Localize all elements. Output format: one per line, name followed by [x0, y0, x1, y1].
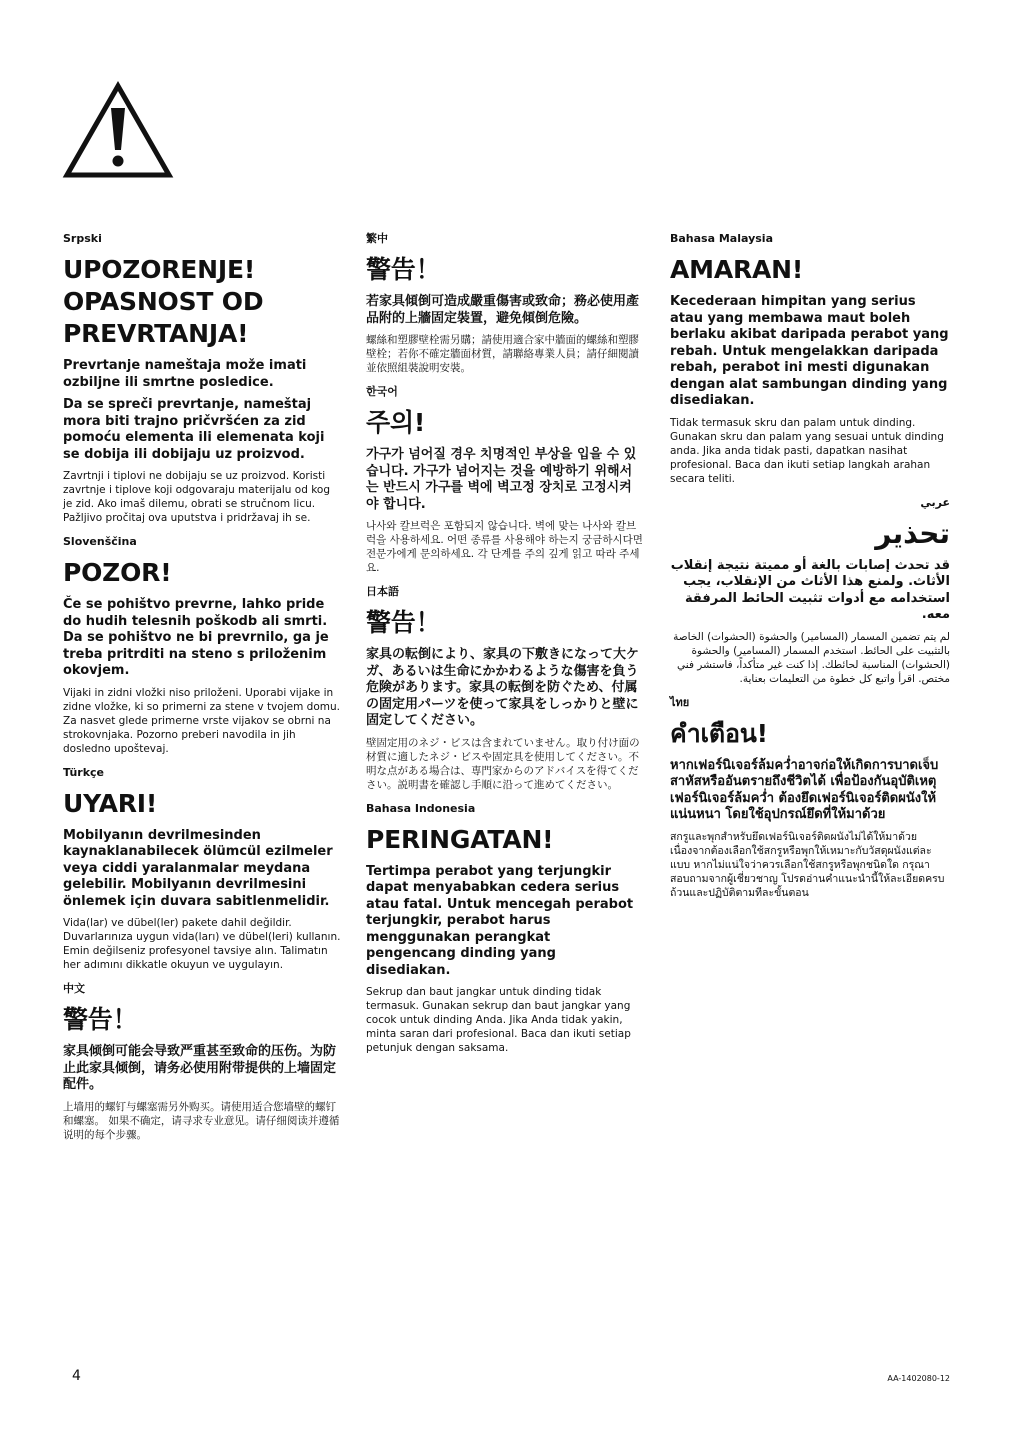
language-label: 日本語 — [366, 585, 399, 598]
language-label: 中文 — [63, 982, 85, 995]
page-number: 4 — [72, 1368, 81, 1384]
warning-triangle-icon — [62, 80, 174, 180]
warning-heading: คำเตือน! — [670, 718, 768, 748]
section-japanese — [366, 585, 644, 792]
warning-heading: تحذير — [875, 516, 950, 550]
column-right — [670, 232, 950, 910]
section-chinese-traditional — [366, 232, 644, 375]
language-label: Türkçe — [63, 765, 105, 779]
language-label: 繁中 — [366, 232, 388, 245]
warning-heading: UYARI! — [63, 788, 158, 818]
warning-bold-text: Prevrtanje nameštaja može imati ozbiljne ili smrtne posledice. — [63, 358, 307, 390]
language-label: Bahasa Indonesia — [366, 801, 476, 815]
warning-bold-text: Če se pohištvo prevrne, lahko pride do hudih telesnih poškodb ali smrti. Da se pohištvo ne bi prevrnilo, ga je treba pritrditi na steno s priloženim okovjem. — [63, 597, 329, 678]
warning-bold-text: Mobilyanın devrilmesinden kaynaklanabilecek ölümcül ezilmeler veya ciddi yaralanmalar meydana gelebilir. Mobilyanın devrilmesini önlemek için duvara sabitlenmelidir. — [63, 827, 333, 909]
warning-heading: 警告！ — [366, 608, 441, 637]
language-label: Slovenščina — [63, 535, 137, 548]
warning-body-text: Vijaki in zidni vložki niso priloženi. Uporabi vijake in zidne vložke, ki so primerni za stene v tvojem domu. Za nasvet glede primerne vrste vijakov se obrni na strokovnjaka. Pozorno preberi navodila in jih dosledno upoštevaj. — [63, 686, 340, 755]
warning-bold-text: 家具倾倒可能会导致严重甚至致命的压伤。为防止此家具倾倒，请务必使用附带提供的上墙固定配件。 — [63, 1044, 337, 1092]
section-korean — [366, 385, 644, 575]
language-label: Bahasa Malaysia — [670, 232, 773, 245]
section-turkish — [63, 766, 341, 973]
language-label: ไทย — [670, 695, 690, 709]
warning-bold-text: قد تحدث إصابات بالغة أو مميتة نتيجة إنقلاب الأثاث. ولمنع هذا الأثاث من الإنقلاب، يجب استخدامه مع أدوات تثبيت الحائط المرفقة معه. — [670, 557, 950, 622]
warning-body-text: สกรูและพุกสำหรับยึดเฟอร์นิเจอร์ติดผนังไม่ได้ให้มาด้วย เนื่องจากต้องเลือกใช้สกรูหรือพุกให้เหมาะกับวัสดุผนังแต่ละแบบ หากไม่แน่ใจว่าควรเลือกใช้สกรูหรือพุกชนิดใด กรุณาสอบถามจากผู้เชี่ยวชาญ โปรดอ่านคำแนะนำนี้ให้ละเอียดครบถ้วนและปฏิบัติตามทีละขั้นตอน — [670, 830, 945, 899]
column-left — [63, 232, 341, 1152]
warning-body-text: 壁固定用のネジ・ビスは含まれていません。取り付け面の材質に適したネジ・ビスや固定具を使用してください。不明な点がある場合は、専門家からのアドバイスを得てください。説明書を確認し手順に沿って進めてください。 — [366, 736, 640, 791]
warning-body-text: Vida(lar) ve dübel(ler) pakete dahil değildir. Duvarlarınıza uygun vida(ları) ve dübel(leri) kullanın. Emin değilseniz profesyonel tavsiye alın. Talimatın her adımını dikkatle okuyun ve uygulayın. — [63, 917, 341, 971]
language-label: Srpski — [63, 232, 102, 245]
section-chinese-simplified — [63, 982, 341, 1142]
warning-bold-text-2: Da se spreči prevrtanje, nameštaj mora biti trajno pričvršćen za zid pomoću elementa ili elemenata koji se dobija ili dobijaju uz proizvod. — [63, 397, 325, 462]
language-label: عربي — [920, 495, 950, 509]
warning-bold-text: 家具の転倒により、家具の下敷きになって大ケガ、あるいは生命にかかわるような傷害を負う危険があります。家具の転倒を防ぐため、付属の固定用パーツを使って家具をしっかりと壁に固定してください。 — [366, 647, 640, 728]
language-label: 한국어 — [366, 385, 398, 398]
warning-bold-text: Tertimpa perabot yang terjungkir dapat menyababkan cedera serius atau fatal. Untuk mencegah perabot terjungkir, perabot harus menggunakan perangkat pengencang dinding yang disediakan. — [366, 863, 634, 978]
warning-heading: PERINGATAN! — [366, 824, 554, 854]
warning-heading: 警告！ — [366, 255, 441, 284]
section-indonesian — [366, 802, 644, 1056]
warning-body-text: 螺絲和塑膠壁栓需另購；請使用適合家中牆面的螺絲和塑膠壁栓；若你不確定牆面材質，請聯絡專業人員；請仔細閱讀並依照組裝說明安裝。 — [366, 334, 639, 374]
warning-heading: POZOR! — [63, 558, 172, 587]
warning-body-text: Sekrup dan baut jangkar untuk dinding tidak termasuk. Gunakan sekrup dan baut jangkar yang cocok untuk dinding Anda. Jika Anda tidak yakin, minta saran dari profesional. Baca dan ikuti setiap petunjuk dengan saksama. — [366, 986, 631, 1054]
section-serbian — [63, 232, 341, 525]
warning-heading: AMARAN! — [670, 255, 804, 284]
section-arabic — [670, 496, 950, 686]
section-malay — [670, 232, 950, 486]
warning-bold-text: หากเฟอร์นิเจอร์ล้มคว่ำอาจก่อให้เกิดการบาดเจ็บสาหัสหรืออันตรายถึงชีวิตได้ เพื่อป้องกันอุบัติเหตุเฟอร์นิเจอร์ล้มคว่ำ ต้องยึดเฟอร์นิเจอร์ติดผนังให้แน่นหนา โดยใช้อุปกรณ์ยึดที่ให้มาด้วย — [670, 757, 939, 822]
warning-bold-text: Kecederaan himpitan yang serius atau yang membawa maut boleh berlaku akibat daripada perabot yang rebah. Untuk mengelakkan daripada rebah, perabot ini mesti digunakan dengan alat sambungan dinding yang disediakan. — [670, 294, 949, 408]
warning-body-text: Tidak termasuk skru dan palam untuk dinding. Gunakan skru dan palam yang sesuai untuk dinding anda. Jika anda tidak pasti, dapatkan nasihat profesional. Baca dan ikuti setiap langkah arahan secara teliti. — [670, 416, 944, 485]
warning-heading: 주의! — [366, 408, 426, 437]
warning-body-text: 上墙用的螺钉与螺塞需另外购买。请使用适合您墙壁的螺钉和螺塞。 如果不确定，请寻求专业意见。请仔细阅读并遵循说明的每个步骤。 — [63, 1100, 340, 1141]
column-middle — [366, 232, 644, 1065]
warning-body-text: Zavrtnji i tiplovi ne dobijaju se uz proizvod. Koristi zavrtnje i tiplove koji odgovaraju materijalu od kog je zid. Ako imaš dilemu, obrati se stručnom licu. Pažljivo pročitaj ova uputstva i pridržavaj ih se. — [63, 470, 331, 524]
warning-bold-text: 若家具傾倒可造成嚴重傷害或致命；務必使用產品附的上牆固定裝置，避免傾倒危險。 — [366, 294, 640, 326]
warning-bold-text: 가구가 넘어질 경우 치명적인 부상을 입을 수 있습니다. 가구가 넘어지는 것을 예방하기 위해서는 반드시 가구를 벽에 벽고정 장치로 고정시켜야 합니다. — [366, 447, 637, 512]
section-thai — [670, 696, 950, 900]
warning-heading: UPOZORENJE! OPASNOST OD PREVRTANJA! — [63, 255, 264, 348]
warning-body-text: لم يتم تضمين المسمار (المسامير) والحشوة (الحشوات) الخاصة بالتثبيت على الحائط. استخدم المسمار (المسامير) والحشوة (الحشوات) المناسبة لحائطك. إذا كنت غير متأكداً، فاستشر فني مختص. اقرأ واتبع كل خطوة من التعليمات بعناية. — [673, 630, 950, 685]
document-code: AA-1402080-12 — [887, 1374, 950, 1383]
warning-body-text: 나사와 칼브럭은 포함되지 않습니다. 벽에 맞는 나사와 칼브럭을 사용하세요. 어떤 종류를 사용해야 하는지 궁금하시다면 전문가에게 문의하세요. 각 단계를 주의 깊게 읽고 따라 주세요. — [366, 520, 643, 574]
warning-heading: 警告！ — [63, 1005, 138, 1034]
section-slovenian — [63, 535, 341, 756]
